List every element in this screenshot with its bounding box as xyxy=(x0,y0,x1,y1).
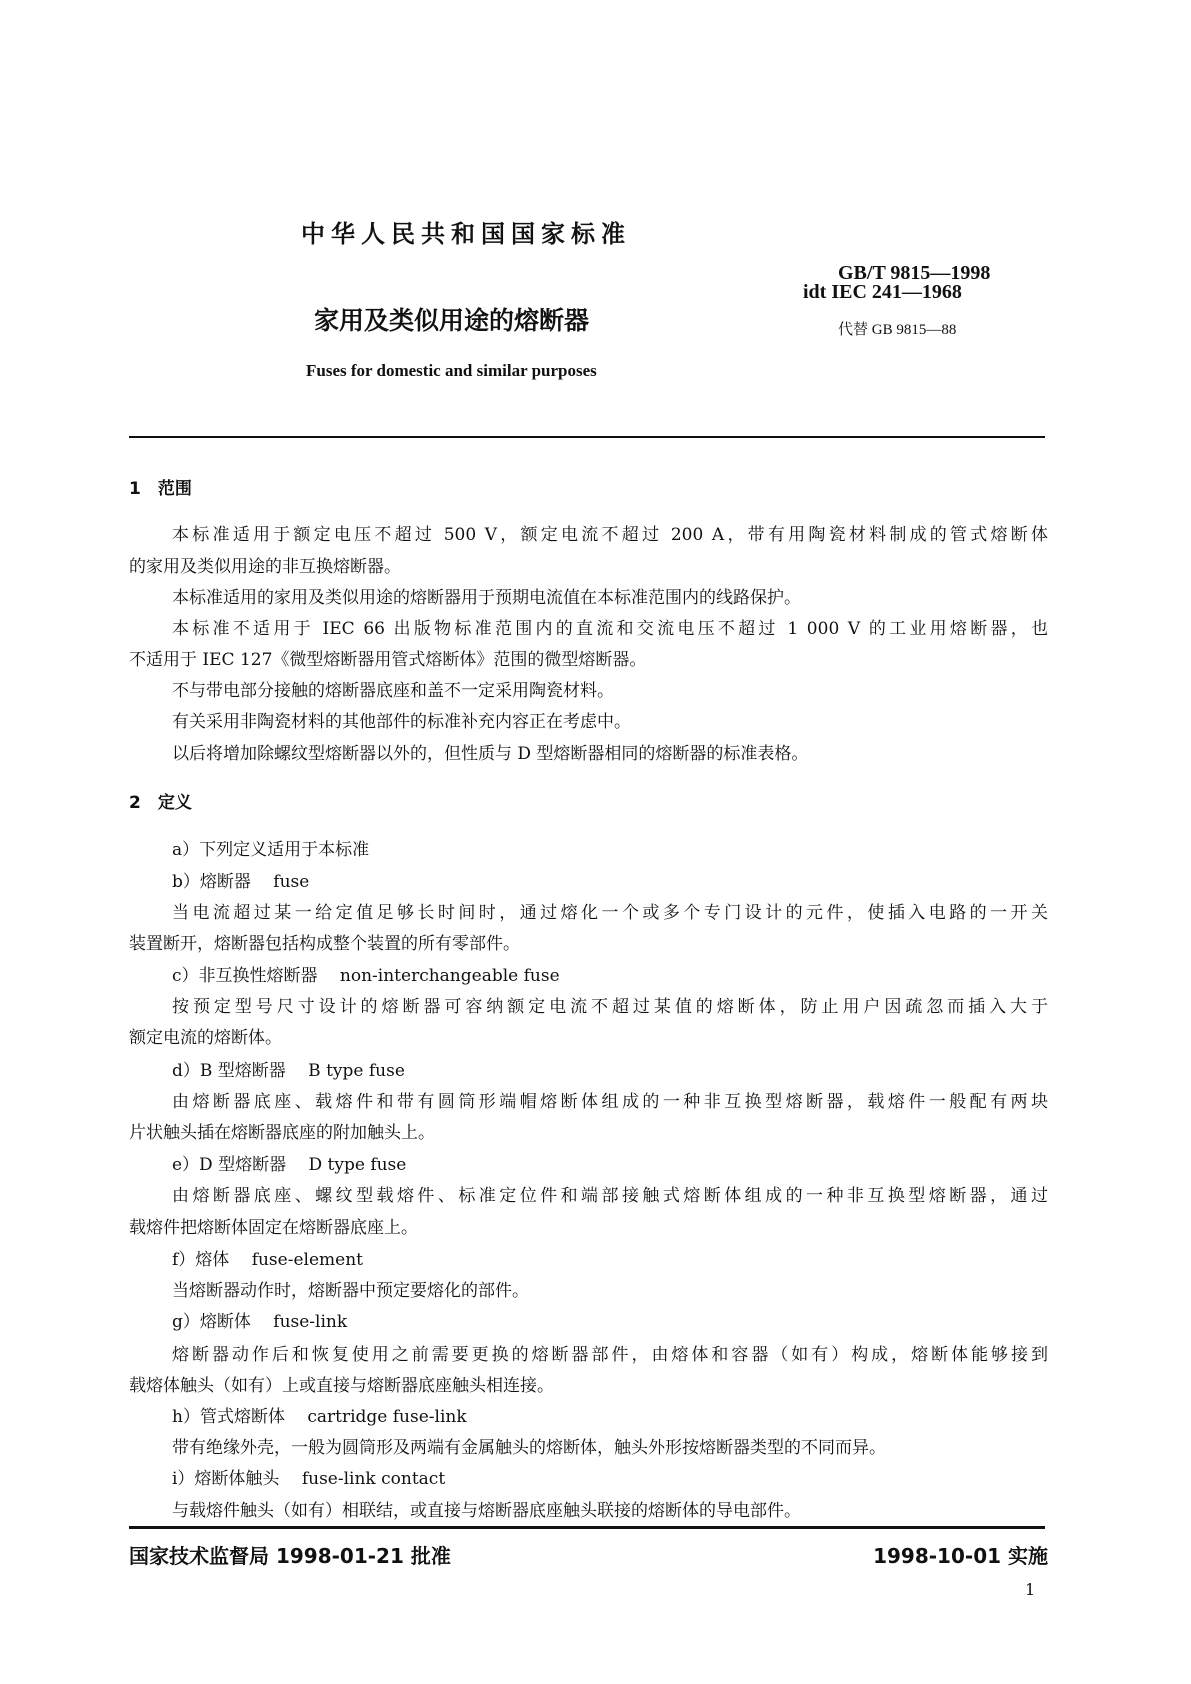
country-standard-heading: 中华人民共和国国家标准 xyxy=(301,220,631,248)
body-text-line: a）下列定义适用于本标准 xyxy=(172,840,370,860)
section-heading: 1 范围 xyxy=(129,479,192,499)
standard-code: GB/T 9815—1998 xyxy=(838,262,991,284)
body-text-line: b）熔断器 fuse xyxy=(172,872,310,892)
body-text-line: 本标准适用的家用及类似用途的熔断器用于预期电流值在本标准范围内的线路保护。 xyxy=(172,588,801,608)
approval-date: 国家技术监督局 1998-01-21 批准 xyxy=(129,1544,451,1568)
idt-reference: idt IEC 241—1968 xyxy=(803,281,962,303)
body-text-line: 由熔断器底座、螺纹型载熔件、标准定位件和端部接触式熔断体组成的一种非互换型熔断器，通过 xyxy=(172,1186,1048,1206)
body-text-line: e）D 型熔断器 D type fuse xyxy=(172,1155,407,1175)
body-text-line: 不与带电部分接触的熔断器底座和盖不一定采用陶瓷材料。 xyxy=(172,681,614,701)
body-text-line: 不适用于 IEC 127《微型熔断器用管式熔断体》范围的微型熔断器。 xyxy=(129,650,647,670)
body-text-line: 本标准适用于额定电压不超过 500 V，额定电流不超过 200 A，带有用陶瓷材料制成的管式熔断体 xyxy=(172,525,1048,545)
body-text-line: 本标准不适用于 IEC 66 出版物标准范围内的直流和交流电压不超过 1 000 V 的工业用熔断器，也 xyxy=(172,619,1048,639)
body-text-line: 当熔断器动作时，熔断器中预定要熔化的部件。 xyxy=(172,1281,529,1301)
body-text-line: 有关采用非陶瓷材料的其他部件的标准补充内容正在考虑中。 xyxy=(172,712,631,732)
body-text-line: 额定电流的熔断体。 xyxy=(129,1028,282,1048)
body-text-line: 与载熔件触头（如有）相联结，或直接与熔断器底座触头联接的熔断体的导电部件。 xyxy=(172,1501,801,1521)
body-text-line: i）熔断体触头 fuse-link contact xyxy=(172,1469,446,1489)
title-cn: 家用及类似用途的熔断器 xyxy=(314,306,590,335)
body-text-line: 装置断开，熔断器包括构成整个装置的所有零部件。 xyxy=(129,934,520,954)
body-text-line: g）熔断体 fuse-link xyxy=(172,1312,348,1332)
body-text-line: 带有绝缘外壳，一般为圆筒形及两端有金属触头的熔断体，触头外形按熔断器类型的不同而异。 xyxy=(172,1438,886,1458)
body-text-line: f）熔体 fuse-element xyxy=(172,1250,363,1270)
body-text-line: d）B 型熔断器 B type fuse xyxy=(172,1061,405,1081)
body-text-line: 以后将增加除螺纹型熔断器以外的，但性质与 D 型熔断器相同的熔断器的标准表格。 xyxy=(172,744,809,764)
body-text-line: 载熔件把熔断体固定在熔断器底座上。 xyxy=(129,1218,418,1238)
body-text-line: h）管式熔断体 cartridge fuse-link xyxy=(172,1407,467,1427)
page-number: 1 xyxy=(1025,1580,1036,1599)
header-divider xyxy=(129,436,1045,438)
footer-divider xyxy=(129,1526,1045,1529)
body-text-line: 载熔体触头（如有）上或直接与熔断器底座触头相连接。 xyxy=(129,1376,554,1396)
effective-date: 1998-10-01 实施 xyxy=(873,1544,1048,1568)
section-heading: 2 定义 xyxy=(129,793,192,813)
body-text-line: c）非互换性熔断器 non-interchangeable fuse xyxy=(172,966,560,986)
body-text-line: 当电流超过某一给定值足够长时间时，通过熔化一个或多个专门设计的元件，使插入电路的一开关 xyxy=(172,903,1048,923)
body-text-line: 熔断器动作后和恢复使用之前需要更换的熔断器部件，由熔体和容器（如有）构成，熔断体能够接到 xyxy=(172,1345,1048,1365)
body-text-line: 由熔断器底座、载熔件和带有圆筒形端帽熔断体组成的一种非互换型熔断器，载熔件一般配有两块 xyxy=(172,1092,1048,1112)
title-en: Fuses for domestic and similar purposes xyxy=(306,361,597,380)
body-text-line: 按预定型号尺寸设计的熔断器可容纳额定电流不超过某值的熔断体，防止用户因疏忽而插入大于 xyxy=(172,997,1048,1017)
body-text-line: 的家用及类似用途的非互换熔断器。 xyxy=(129,557,401,577)
body-text-line: 片状触头插在熔断器底座的附加触头上。 xyxy=(129,1123,435,1143)
replaces-standard: 代替 GB 9815—88 xyxy=(838,322,957,338)
